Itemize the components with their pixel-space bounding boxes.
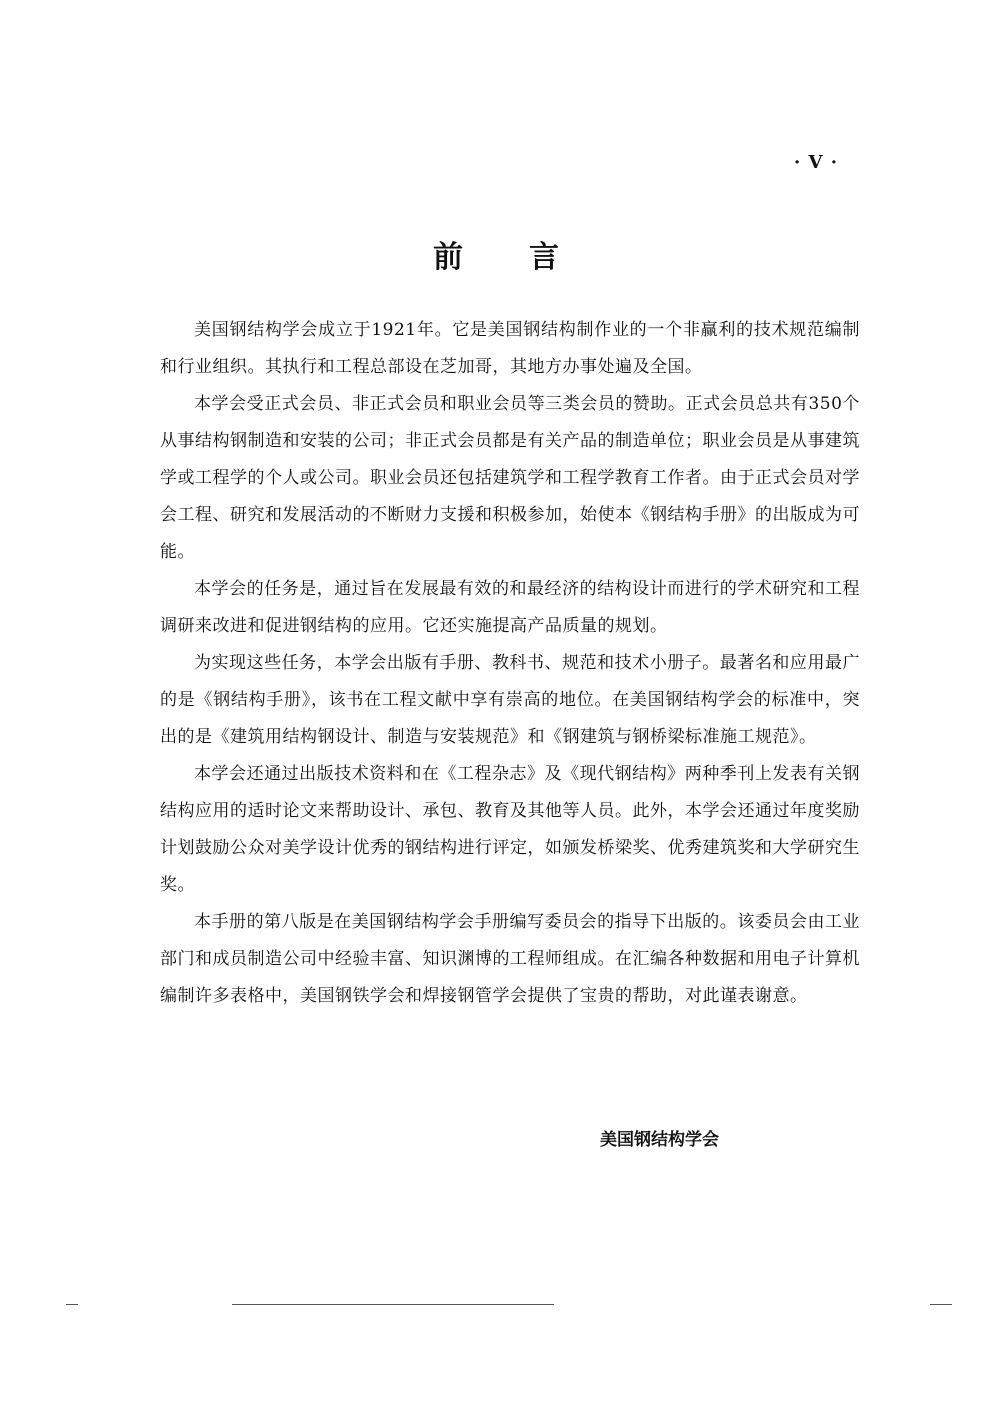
title-char-1: 前 — [433, 240, 463, 275]
page-title — [0, 232, 992, 276]
paragraph-acknowledgement: 本手册的第八版是在美国钢结构学会手册编写委员会的指导下出版的。该委员会由工业部门和成员制造公司中经验丰富、知识渊博的工程师组成。在汇编各种数据和用电子计算机编制许多表格中，美国钢铁学会和焊接钢管学会提供了宝贵的帮助，对此谨表谢意。 — [160, 912, 860, 1006]
paragraph-journals-awards: 本学会还通过出版技术资料和在《工程杂志》及《现代钢结构》两种季刊上发表有关钢结构应用的适时论文来帮助设计、承包、教育及其他等人员。此外，本学会还通过年度奖励计划鼓励公众对美学设计优秀的钢结构进行评定，如颁发桥梁奖、优秀建筑奖和大学研究生奖。 — [160, 764, 860, 895]
paragraph-founding: 美国钢结构学会成立于1921年。它是美国钢结构制作业的一个非赢利的技术规范编制和行业组织。其执行和工程总部设在芝加哥，其地方办事处遍及全国。 — [160, 320, 860, 377]
title-char-2: 言 — [529, 240, 559, 275]
scan-artifact-line — [232, 1304, 554, 1305]
paragraph-publications: 为实现这些任务，本学会出版有手册、教科书、规范和技术小册子。最著名和应用最广的是《钢结构手册》，该书在工程文献中享有崇高的地位。在美国钢结构学会的标准中，突出的是《建筑用结构钢设计、制造与安装规范》和《钢建筑与钢桥梁标准施工规范》。 — [160, 653, 860, 747]
scan-artifact-line — [66, 1304, 78, 1305]
paragraph-membership: 本学会受正式会员、非正式会员和职业会员等三类会员的赞助。正式会员总共有350个从事结构钢制造和安装的公司；非正式会员都是有关产品的制造单位；职业会员是从事建筑学或工程学的个人或公司。职业会员还包括建筑学和工程学教育工作者。由于正式会员对学会工程、研究和发展活动的不断财力支援和积极参加，始使本《钢结构手册》的出版成为可能。 — [160, 394, 860, 562]
preface-body — [160, 312, 860, 1015]
scan-artifact-line — [930, 1304, 952, 1305]
page-number: · Ⅴ · — [793, 152, 839, 173]
paragraph-mission: 本学会的任务是，通过旨在发展最有效的和最经济的结构设计而进行的学术研究和工程调研来改进和促进钢结构的应用。它还实施提高产品质量的规划。 — [160, 579, 860, 636]
signature: 美国钢结构学会 — [600, 1130, 719, 1150]
